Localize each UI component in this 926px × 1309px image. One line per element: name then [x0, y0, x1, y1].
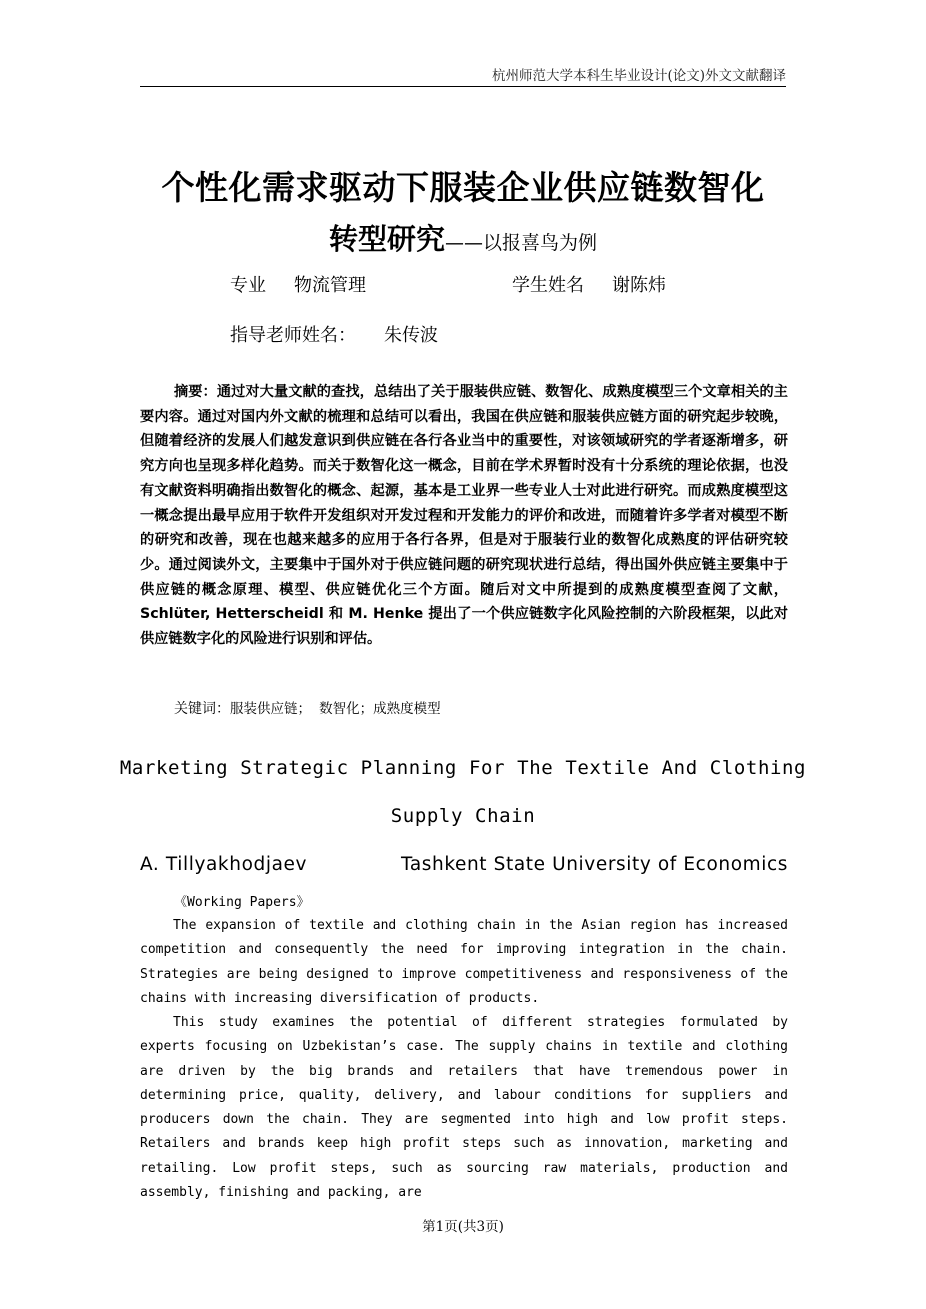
abstract-paragraph: 摘要：通过对大量文献的查找，总结出了关于服装供应链、数智化、成熟度模型三个文章相关的主要内容。通过对国内外文献的梳理和总结可以看出，我国在供应链和服装供应链方面的研究起步较晚，但随着经济的发展人们越发意识到供应链在各行各业当中的重要性，对该领域研究的学者逐渐增多，研究方向也呈现多样化趋势。而关于数智化这一概念，目前在学术界暂时没有十分系统的理论依据，也没有文献资料明确指出数智化的概念、起源，基本是工业界一些专业人士对此进行研究。而成熟度模型这一概念提出最早应用于软件开发组织对开发过程和开发能力的评价和改进，而随着许多学者对模型不断的研究和改善，现在也越来越多的应用于各行各界，但是对于服装行业的数智化成熟度的评估研究较少。通过阅读外文，主要集中于国外对于供应链问题的研究现状进行总结，得出国外供应链主要集中于供应链的概念原理、模型、供应链优化三个方面。随后对文中所提到的成熟度模型查阅了文献，Schlüter, Hetterscheidl 和 M. Henke 提出了一个供应链数字化风险控制的六阶段框架，以此对供应链数字化的风险进行识别和评估。	[140, 384, 788, 648]
source-publication: 《Working Papers》	[174, 895, 310, 910]
english-paragraph-1: The expansion of textile and clothing chain in the Asian region has increased competition and consequently the need for improving integration in the chain. Strategies are being designed to improve competitiveness and responsiveness of the chains with increasing diversification of products.	[140, 918, 788, 1006]
page-subtitle: ——以报喜鸟为例	[445, 232, 598, 254]
header-rule	[140, 86, 786, 87]
page-title: 个性化需求驱动下服装企业供应链数智化	[161, 168, 765, 207]
page-title-line2	[0, 217, 926, 258]
student-name-label: 学生姓名	[512, 275, 584, 296]
keywords-line	[174, 697, 441, 718]
page-number: 第1页(共3页)	[422, 1219, 504, 1235]
author-name: A. Tillyakhodjaev	[140, 854, 308, 875]
english-paragraph-2: This study examines the potential of different strategies formulated by experts focusing on Uzbekistan’s case. The supply chains in textile and clothing are driven by the big brands and retailers that have tremendous power in determining price, quality, delivery, and labour conditions for suppliers and producers down the chain. They are segmented into high and low profit steps. Retailers and brands keep high profit steps such as innovation, marketing and retailing. Low profit steps, such as sourcing raw materials, production and assembly, finishing and packing, are	[140, 1015, 788, 1201]
english-title-line2: Supply Chain	[390, 805, 536, 827]
page-title-main: 转型研究	[328, 222, 445, 256]
author-affiliation-line	[140, 854, 788, 875]
advisor-label: 指导老师姓名：	[230, 325, 356, 346]
advisor-value: 朱传波	[384, 325, 438, 346]
major-label: 专业	[230, 275, 266, 296]
student-name-value: 谢陈炜	[612, 275, 666, 296]
english-title-line1: Marketing Strategic Planning For The Textile And Clothing	[119, 757, 807, 779]
major-value: 物流管理	[294, 275, 366, 296]
running-header: 杭州师范大学本科生毕业设计(论文)外文文献翻译	[491, 68, 786, 84]
keywords-value: 服装供应链； 数智化；成熟度模型	[230, 701, 441, 717]
university-name: Tashkent State University of Economics	[401, 854, 788, 875]
keywords-label: 关键词：	[174, 701, 230, 717]
